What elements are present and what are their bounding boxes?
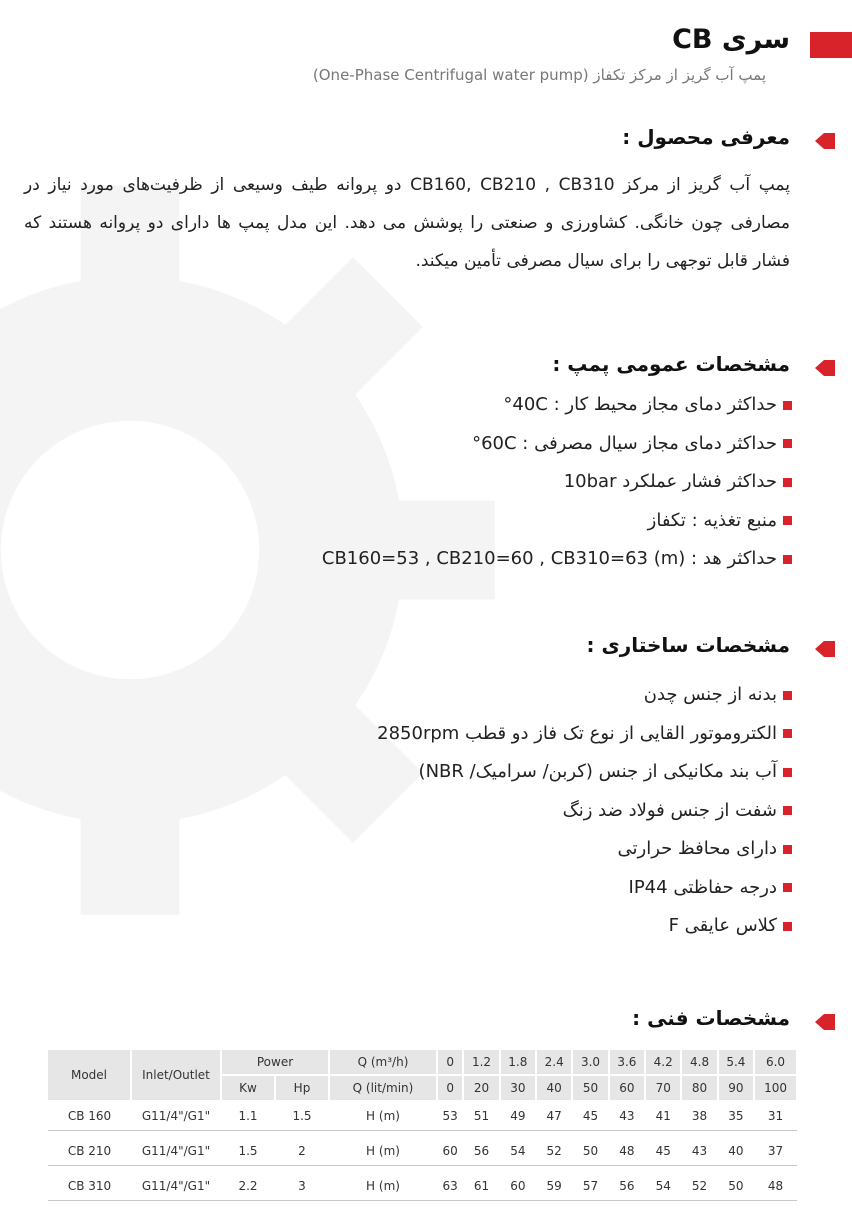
section-arrow-icon xyxy=(815,358,835,378)
list-item: حداکثر دمای مجاز محیط کار : 40C° xyxy=(322,386,792,425)
h-cell: 38 xyxy=(681,1101,717,1131)
h-cell: 50 xyxy=(572,1137,608,1166)
q-m3h-cell: 3.6 xyxy=(609,1050,645,1075)
bullet-square-icon xyxy=(783,439,792,448)
q-m3h-cell: 4.2 xyxy=(645,1050,681,1075)
section-arrow-icon xyxy=(815,1012,835,1032)
h-cell: 51 xyxy=(463,1101,499,1131)
h-cell: 52 xyxy=(681,1172,717,1201)
table-header-row xyxy=(48,1050,797,1075)
q-m3h-cell: 6.0 xyxy=(754,1050,797,1075)
bullet-square-icon xyxy=(783,729,792,738)
table-row xyxy=(48,1172,797,1201)
h-cell: 61 xyxy=(463,1172,499,1201)
q-m3h-cell: 3.0 xyxy=(572,1050,608,1075)
h-cell: 48 xyxy=(609,1137,645,1166)
q-litmin-cell: 20 xyxy=(463,1075,499,1101)
q-litmin-cell: 70 xyxy=(645,1075,681,1101)
h-cell: 43 xyxy=(681,1137,717,1166)
table-row xyxy=(48,1137,797,1166)
kw-cell: 1.1 xyxy=(221,1101,275,1131)
bullet-square-icon xyxy=(783,516,792,525)
h-cell: 43 xyxy=(609,1101,645,1131)
q-m3h-cell: 4.8 xyxy=(681,1050,717,1075)
h-cell: 60 xyxy=(437,1137,463,1166)
q-litmin-cell: 90 xyxy=(718,1075,754,1101)
list-item: درجه حفاظتی IP44 xyxy=(377,869,792,908)
q-litmin-cell: 100 xyxy=(754,1075,797,1101)
h-cell: 52 xyxy=(536,1137,572,1166)
h-cell: 37 xyxy=(754,1137,797,1166)
h-label-cell: H (m) xyxy=(329,1101,437,1131)
h-cell: 63 xyxy=(437,1172,463,1201)
h-cell: 56 xyxy=(463,1137,499,1166)
inlet-cell: G11/4"/G1" xyxy=(131,1101,221,1131)
q-litmin-cell: 0 xyxy=(437,1075,463,1101)
h-cell: 48 xyxy=(754,1172,797,1201)
h-cell: 57 xyxy=(572,1172,608,1201)
list-item: آب بند مکانیکی از جنس (کربن/ سرامیک/ NBR) xyxy=(377,753,792,792)
page-subtitle: پمپ آب گریز از مرکز تکفاز (One-Phase Centrifugal water pump) xyxy=(312,66,766,84)
list-item: حداکثر هد : CB160=53 , CB210=60 , CB310=63 (m) xyxy=(322,540,792,579)
list-item: بدنه از جنس چدن xyxy=(377,676,792,715)
header-kw: Kw xyxy=(221,1075,275,1101)
inlet-cell: G11/4"/G1" xyxy=(131,1172,221,1201)
h-cell: 31 xyxy=(754,1101,797,1131)
header-q-litmin: Q (lit/min) xyxy=(329,1075,437,1101)
q-litmin-cell: 50 xyxy=(572,1075,608,1101)
bullet-square-icon xyxy=(783,401,792,410)
bullet-square-icon xyxy=(783,768,792,777)
bullet-square-icon xyxy=(783,922,792,931)
h-cell: 60 xyxy=(500,1172,536,1201)
model-cell: CB 160 xyxy=(48,1101,131,1131)
h-cell: 54 xyxy=(500,1137,536,1166)
section-heading-technical: مشخصات فنی : xyxy=(632,1006,790,1030)
bullet-square-icon xyxy=(783,883,792,892)
list-item: شفت از جنس فولاد ضد زنگ xyxy=(377,792,792,831)
h-cell: 49 xyxy=(500,1101,536,1131)
kw-cell: 2.2 xyxy=(221,1172,275,1201)
kw-cell: 1.5 xyxy=(221,1137,275,1166)
q-m3h-cell: 0 xyxy=(437,1050,463,1075)
header-q-m3h: Q (m³/h) xyxy=(329,1050,437,1075)
list-item: دارای محافظ حرارتی xyxy=(377,830,792,869)
model-cell: CB 210 xyxy=(48,1137,131,1166)
list-item: حداکثر دمای مجاز سیال مصرفی : 60C° xyxy=(322,425,792,464)
h-cell: 41 xyxy=(645,1101,681,1131)
table-row xyxy=(48,1101,797,1131)
header-power: Power xyxy=(221,1050,329,1075)
header-inlet: Inlet/Outlet xyxy=(131,1050,221,1101)
header-hp: Hp xyxy=(275,1075,329,1101)
hp-cell: 3 xyxy=(275,1172,329,1201)
section-arrow-icon xyxy=(815,131,835,151)
q-m3h-cell: 1.2 xyxy=(463,1050,499,1075)
list-item: الکتروموتور القایی از نوع تک فاز دو قطب 2850rpm xyxy=(377,715,792,754)
q-m3h-cell: 5.4 xyxy=(718,1050,754,1075)
list-item: کلاس عایقی F xyxy=(377,907,792,946)
section-heading-structure: مشخصات ساختاری : xyxy=(586,633,790,657)
list-item: منبع تغذیه : تکفاز xyxy=(322,502,792,541)
q-m3h-cell: 2.4 xyxy=(536,1050,572,1075)
q-litmin-cell: 60 xyxy=(609,1075,645,1101)
h-cell: 35 xyxy=(718,1101,754,1131)
technical-spec-table xyxy=(48,1050,798,1201)
bullet-square-icon xyxy=(783,806,792,815)
h-cell: 59 xyxy=(536,1172,572,1201)
general-spec-list xyxy=(322,386,792,579)
page-title: سری CB xyxy=(672,24,790,55)
header-model: Model xyxy=(48,1050,131,1101)
header-bar-icon xyxy=(810,32,852,58)
h-label-cell: H (m) xyxy=(329,1137,437,1166)
h-cell: 50 xyxy=(718,1172,754,1201)
bullet-square-icon xyxy=(783,691,792,700)
q-m3h-cell: 1.8 xyxy=(500,1050,536,1075)
q-litmin-cell: 80 xyxy=(681,1075,717,1101)
h-cell: 54 xyxy=(645,1172,681,1201)
q-litmin-cell: 30 xyxy=(500,1075,536,1101)
h-cell: 56 xyxy=(609,1172,645,1201)
section-heading-general: مشخصات عمومی پمپ : xyxy=(552,352,790,376)
intro-paragraph: پمپ آب گریز از مرکز CB160, CB210 , CB310 دو پروانه طیف وسیعی از ظرفیت‌های مورد نیاز در مصارفی چون خانگی. کشاورزی و صنعتی را پوشش می دهد. این مدل پمپ ها دارای دو پروانه هستند که فشار قابل توجهی را برای سیال مصرفی تأمین میکند. xyxy=(24,175,790,271)
bullet-square-icon xyxy=(783,478,792,487)
bullet-square-icon xyxy=(783,555,792,564)
list-item: حداکثر فشار عملکرد 10bar xyxy=(322,463,792,502)
section-arrow-icon xyxy=(815,639,835,659)
hp-cell: 1.5 xyxy=(275,1101,329,1131)
h-cell: 45 xyxy=(645,1137,681,1166)
section-heading-intro: معرفی محصول : xyxy=(622,125,790,149)
structure-spec-list xyxy=(377,676,792,946)
h-cell: 53 xyxy=(437,1101,463,1131)
h-label-cell: H (m) xyxy=(329,1172,437,1201)
bullet-square-icon xyxy=(783,845,792,854)
hp-cell: 2 xyxy=(275,1137,329,1166)
h-cell: 40 xyxy=(718,1137,754,1166)
model-cell: CB 310 xyxy=(48,1172,131,1201)
inlet-cell: G11/4"/G1" xyxy=(131,1137,221,1166)
h-cell: 45 xyxy=(572,1101,608,1131)
q-litmin-cell: 40 xyxy=(536,1075,572,1101)
h-cell: 47 xyxy=(536,1101,572,1131)
